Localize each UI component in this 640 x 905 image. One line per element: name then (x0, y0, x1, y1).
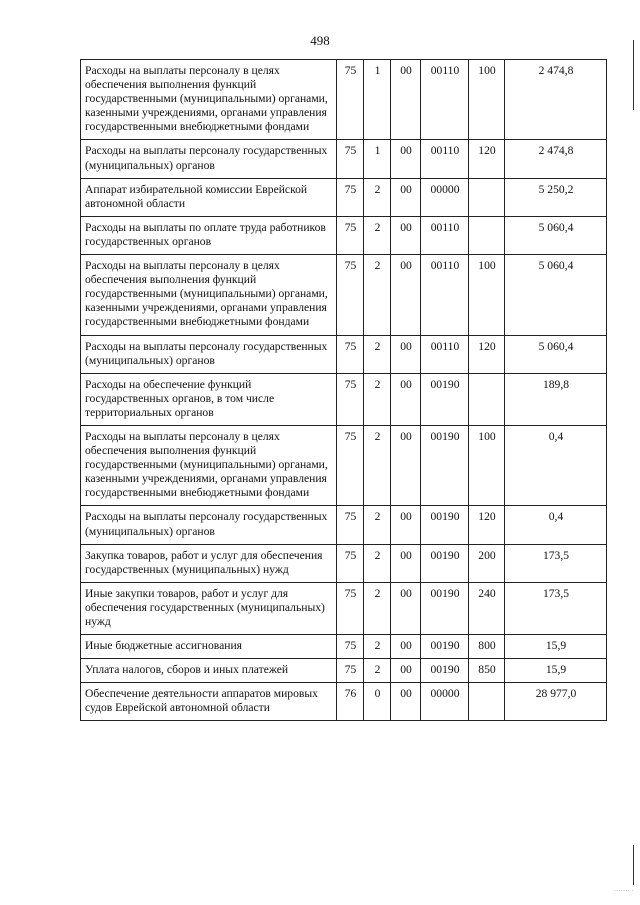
table-row (81, 635, 607, 659)
expense-type-cell: 100 (469, 255, 505, 335)
section-code-cell: 75 (337, 582, 364, 634)
direction-code-cell: 00110 (421, 140, 469, 178)
subsection-code-cell: 1 (364, 140, 391, 178)
section-code-cell: 75 (337, 506, 364, 544)
table-row (81, 659, 607, 683)
direction-code-cell: 00110 (421, 335, 469, 373)
section-code-cell: 75 (337, 140, 364, 178)
scan-edge-mark (633, 845, 634, 885)
expense-type-cell: 120 (469, 506, 505, 544)
expense-name-cell: Расходы на выплаты персоналу государственных (муниципальных) органов (81, 140, 337, 178)
expense-type-cell: 800 (469, 635, 505, 659)
page-number: 498 (310, 33, 330, 48)
section-code-cell: 75 (337, 659, 364, 683)
expense-type-cell: 100 (469, 60, 505, 140)
table-row (81, 683, 607, 721)
table-row (81, 425, 607, 505)
amount-cell: 0,4 (505, 506, 607, 544)
direction-code-cell: 00190 (421, 582, 469, 634)
section-code-cell: 75 (337, 635, 364, 659)
subsection-code-cell: 2 (364, 635, 391, 659)
expense-name-cell: Расходы на обеспечение функций государственных органов, в том числе территориальных органов (81, 373, 337, 425)
program-code-cell: 00 (391, 506, 421, 544)
direction-code-cell: 00110 (421, 216, 469, 254)
direction-code-cell: 00190 (421, 635, 469, 659)
expense-name-cell: Расходы на выплаты персоналу государственных (муниципальных) органов (81, 335, 337, 373)
subsection-code-cell: 2 (364, 335, 391, 373)
table-row (81, 582, 607, 634)
scan-edge-mark (633, 40, 634, 110)
subsection-code-cell: 2 (364, 373, 391, 425)
direction-code-cell: 00190 (421, 425, 469, 505)
expense-name-cell: Обеспечение деятельности аппаратов мировых судов Еврейской автономной области (81, 683, 337, 721)
amount-cell: 28 977,0 (505, 683, 607, 721)
amount-cell: 2 474,8 (505, 60, 607, 140)
expense-name-cell: Закупка товаров, работ и услуг для обеспечения государственных (муниципальных) нужд (81, 544, 337, 582)
direction-code-cell: 00190 (421, 506, 469, 544)
program-code-cell: 00 (391, 335, 421, 373)
subsection-code-cell: 2 (364, 544, 391, 582)
amount-cell: 15,9 (505, 635, 607, 659)
program-code-cell: 00 (391, 582, 421, 634)
expense-name-cell: Аппарат избирательной комиссии Еврейской автономной области (81, 178, 337, 216)
amount-cell: 5 060,4 (505, 216, 607, 254)
amount-cell: 173,5 (505, 544, 607, 582)
section-code-cell: 75 (337, 373, 364, 425)
subsection-code-cell: 2 (364, 506, 391, 544)
table-row (81, 255, 607, 335)
expense-name-cell: Расходы на выплаты по оплате труда работников государственных органов (81, 216, 337, 254)
expense-type-cell: 240 (469, 582, 505, 634)
expense-type-cell: 120 (469, 335, 505, 373)
program-code-cell: 00 (391, 255, 421, 335)
direction-code-cell: 00190 (421, 544, 469, 582)
expense-name-cell: Иные бюджетные ассигнования (81, 635, 337, 659)
section-code-cell: 75 (337, 178, 364, 216)
amount-cell: 15,9 (505, 659, 607, 683)
expense-name-cell: Расходы на выплаты персоналу в целях обеспечения выполнения функций государственными (муниципальными) органами, казенными учреждениями, органами управления государственными внебюджетными фондами (81, 425, 337, 505)
expense-type-cell (469, 683, 505, 721)
program-code-cell: 00 (391, 659, 421, 683)
table-row (81, 178, 607, 216)
table-row (81, 216, 607, 254)
section-code-cell: 75 (337, 544, 364, 582)
expense-type-cell: 200 (469, 544, 505, 582)
program-code-cell: 00 (391, 60, 421, 140)
program-code-cell: 00 (391, 544, 421, 582)
budget-table-body (81, 60, 607, 721)
direction-code-cell: 00190 (421, 659, 469, 683)
section-code-cell: 76 (337, 683, 364, 721)
expense-name-cell: Иные закупки товаров, работ и услуг для обеспечения государственных (муниципальных) нужд (81, 582, 337, 634)
expense-name-cell: Уплата налогов, сборов и иных платежей (81, 659, 337, 683)
expense-type-cell (469, 178, 505, 216)
amount-cell: 189,8 (505, 373, 607, 425)
program-code-cell: 00 (391, 216, 421, 254)
table-row (81, 373, 607, 425)
program-code-cell: 00 (391, 373, 421, 425)
direction-code-cell: 00000 (421, 683, 469, 721)
expense-name-cell: Расходы на выплаты персоналу в целях обеспечения выполнения функций государственными (муниципальными) органами, казенными учреждениями, органами управления государственными внебюджетными фондами (81, 60, 337, 140)
amount-cell: 173,5 (505, 582, 607, 634)
direction-code-cell: 00110 (421, 60, 469, 140)
program-code-cell: 00 (391, 683, 421, 721)
scan-corner-mark: ˙˙˙˙˙˙˙ ˙ (613, 889, 634, 897)
amount-cell: 2 474,8 (505, 140, 607, 178)
program-code-cell: 00 (391, 178, 421, 216)
table-row (81, 506, 607, 544)
subsection-code-cell: 2 (364, 178, 391, 216)
table-row (81, 60, 607, 140)
expense-name-cell: Расходы на выплаты персоналу государственных (муниципальных) органов (81, 506, 337, 544)
section-code-cell: 75 (337, 335, 364, 373)
expense-type-cell (469, 373, 505, 425)
amount-cell: 5 060,4 (505, 255, 607, 335)
table-row (81, 544, 607, 582)
subsection-code-cell: 2 (364, 255, 391, 335)
amount-cell: 5 250,2 (505, 178, 607, 216)
subsection-code-cell: 2 (364, 216, 391, 254)
subsection-code-cell: 1 (364, 60, 391, 140)
program-code-cell: 00 (391, 140, 421, 178)
program-code-cell: 00 (391, 635, 421, 659)
table-row (81, 140, 607, 178)
direction-code-cell: 00110 (421, 255, 469, 335)
expense-type-cell (469, 216, 505, 254)
subsection-code-cell: 2 (364, 582, 391, 634)
table-row (81, 335, 607, 373)
subsection-code-cell: 2 (364, 659, 391, 683)
program-code-cell: 00 (391, 425, 421, 505)
section-code-cell: 75 (337, 60, 364, 140)
direction-code-cell: 00190 (421, 373, 469, 425)
expense-type-cell: 100 (469, 425, 505, 505)
section-code-cell: 75 (337, 255, 364, 335)
subsection-code-cell: 0 (364, 683, 391, 721)
section-code-cell: 75 (337, 216, 364, 254)
direction-code-cell: 00000 (421, 178, 469, 216)
expense-type-cell: 120 (469, 140, 505, 178)
amount-cell: 5 060,4 (505, 335, 607, 373)
expense-type-cell: 850 (469, 659, 505, 683)
amount-cell: 0,4 (505, 425, 607, 505)
subsection-code-cell: 2 (364, 425, 391, 505)
section-code-cell: 75 (337, 425, 364, 505)
expense-name-cell: Расходы на выплаты персоналу в целях обеспечения выполнения функций государственными (муниципальными) органами, казенными учреждениями, органами управления государственными внебюджетными фондами (81, 255, 337, 335)
budget-table (80, 59, 607, 721)
